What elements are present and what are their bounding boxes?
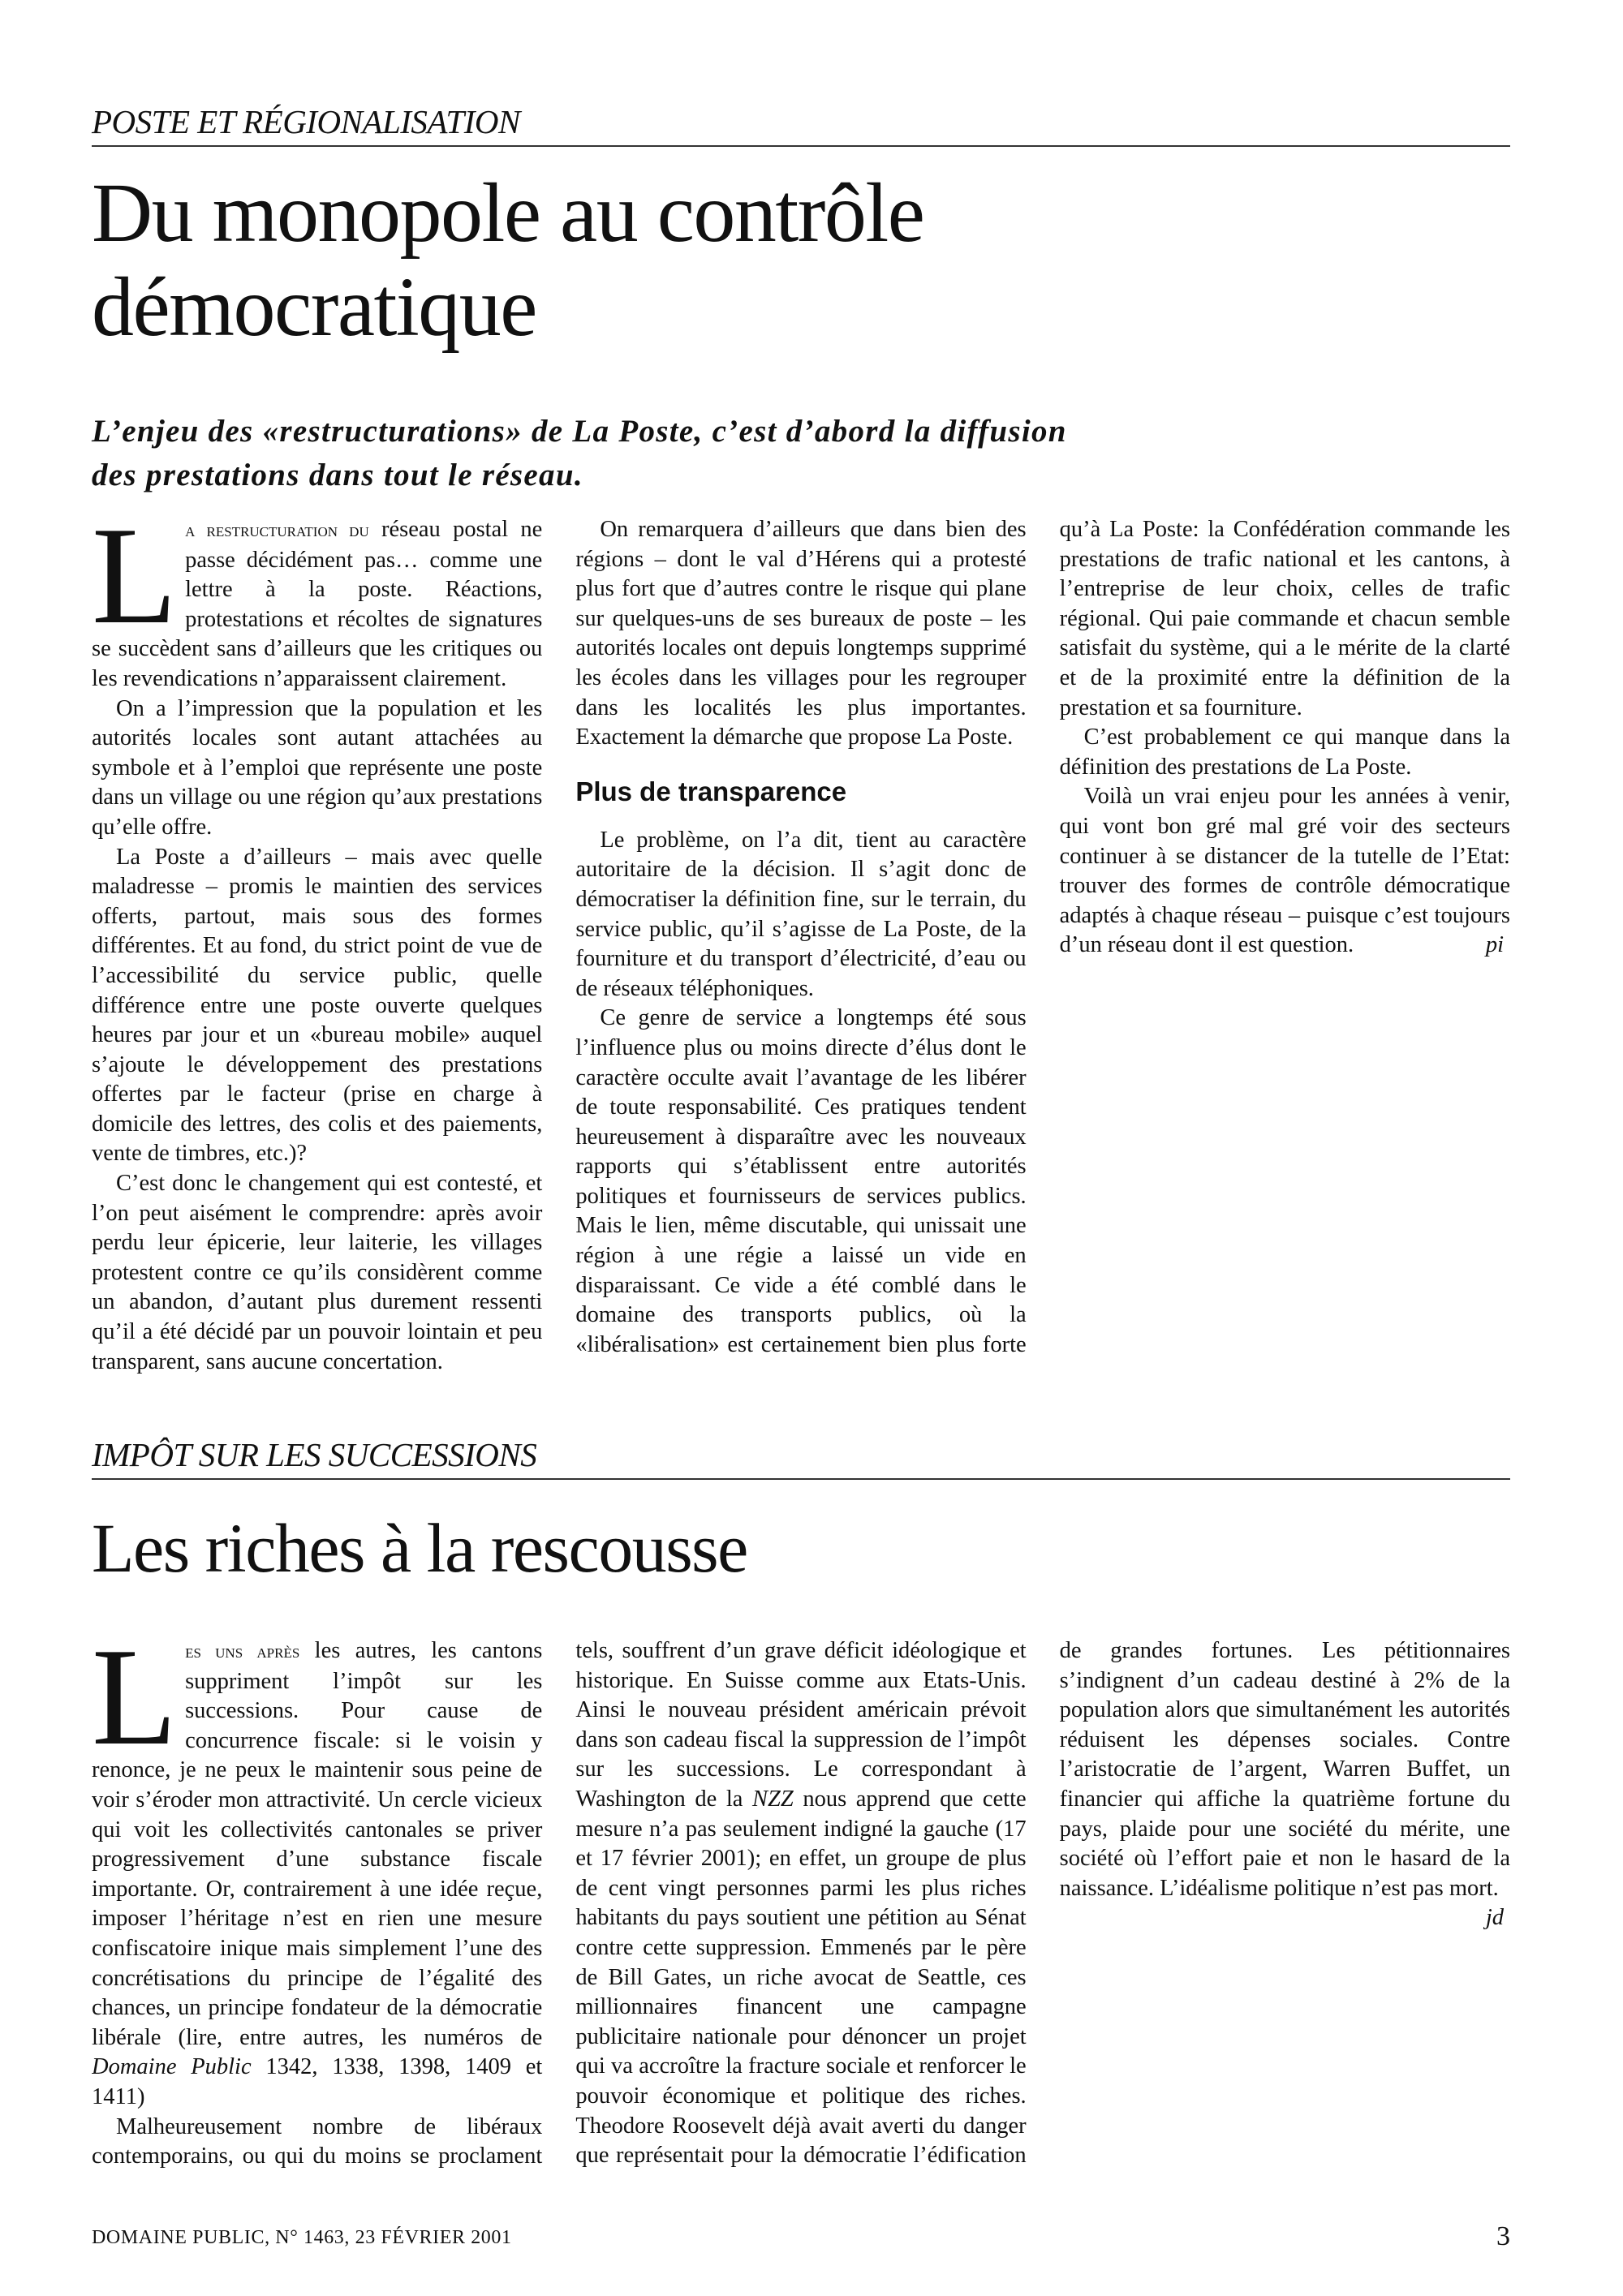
article2-paragraph-1-end: 1342, 1338, 1398, 1409 et 1411): [92, 2054, 543, 2109]
article1-paragraph-7: Ce genre de service a longtemps été sous l’influence plus ou moins directe d’élus dont le caractère occulte avait l’avantage de les libérer de toute responsabilité. Ces pratiques tendent heureusement à disparaître avec les nouveaux rapports qui s’établissent entre autorités politiques et fournisseurs de services publics. Mais le lien, même discutable, qui unissait une région à une régie a laissé un vide en disparaissant. Ce vide a été comblé dans le domaine des transports publics, où la «libéralisation» est certainement bien plus forte qu’à La Poste: la Confédération commande les prestations de trafic national et les cantons, à l’entreprise de leur choix, celles de trafic régional. Qui paie commande et chacun semble satisfait du système, qui a le mérite de la clarté et de la proximité entre la définition de la prestation et sa fourniture.: [575, 517, 1510, 1357]
article1-dropcap: L: [92, 515, 178, 653]
article2-signature: jd: [1485, 1905, 1504, 1931]
newspaper-page: [92, 0, 1510, 2296]
article2-paragraph-2-italic: NZZ: [752, 1786, 794, 1812]
article2-kicker: IMPÔT SUR LES SUCCESSIONS: [92, 1438, 1510, 1480]
article2-paragraph-2-end: nous apprend que cette mesure n’a pas seulement indigné la gauche (17 et 17 février 2001); en effet, un groupe de plus de cent vingt personnes parmi les plus riches habitants du pays soutient une pétition au Sénat contre cette suppression. Emmenés par le père de Bill Gates, un riche avocat de Seattle, ces millionnaires financent une campagne publicitaire nationale pour dénoncer un projet qui va accroître la fracture sociale et renforcer le pouvoir économique et politique des riches. Theodore Roosevelt déjà avait averti du danger que représentait pour la démocratie l’édification de grandes fortunes. Les pétitionnaires s’indignent d’un cadeau destiné à 2% de la population alors que simultanément les autorités réduisent les dépenses sociales. Contre l’aristocratie de l’argent, Warren Buffet, un financier qui affiche la quatrième fortune du pays, plaide pour une société du mérite, une société où l’effort paie et non le hasard de la naissance. L’idéalisme politique n’est pas mort.: [575, 1638, 1510, 2169]
article1-headline: [92, 166, 923, 355]
article1-paragraph-4: C’est donc le changement qui est contesté, et l’on peut aisément le comprendre: après avoir perdu leur épicerie, leur laiterie, les villages protestent contre ce qu’ils considèrent comme un abandon, d’autant plus durement ressenti qu’il a été décidé par un pouvoir lointain et peu transparent, sans aucune concertation.: [92, 1171, 543, 1374]
article2-column-1: [92, 1636, 1510, 2180]
article1-paragraph-5: On remarquera d’ailleurs que dans bien des régions – dont le val d’Hérens qui a protesté plus fort que d’autres contre le risque qui plane sur quelques-uns de ses bureaux de poste – les autorités locales ont depuis longtemps supprimé les écoles dans les villages pour les regrouper dans les localités les plus importantes. Exactement la démarche que propose La Poste.: [575, 517, 1027, 750]
article1-lead-line1: L’enjeu des «restructurations» de La Poste, c’est d’abord la diffusion: [92, 414, 1067, 449]
article2-smallcaps-open: es uns après: [185, 1641, 300, 1662]
footer-publication: DOMAINE PUBLIC, N° 1463, 23 FÉVRIER 2001: [92, 2227, 512, 2248]
article2-headline: Les riches à la rescousse: [92, 1509, 747, 1587]
article1-paragraph-6: Le problème, on l’a dit, tient au caractère autoritaire de la décision. Il s’agit donc de démocratiser la définition fine, sur le terrain, du service public, qu’il s’agisse de La Poste, de la fourniture et du transport d’électricité, d’eau ou de réseaux téléphoniques.: [575, 827, 1027, 1001]
article1-signature: pi: [1485, 932, 1504, 958]
article1-smallcaps-open: a restructuration du: [185, 520, 369, 541]
article1-paragraph-3: La Poste a d’ailleurs – mais avec quelle maladresse – promis le maintien des services offerts, partout, mais sous des formes différentes. Et au fond, du strict point de vue de l’accessibilité du service public, quelle différence entre une poste ouverte quelques heures par jour et un «bureau mobile» auquel s’ajoute le développement des prestations offertes par le facteur (prise en charge à domicile des lettres, des colis et des paiements, vente de timbres, etc.)?: [92, 844, 543, 1167]
article1-headline-line1: Du monopole au contrôle: [92, 166, 924, 260]
article1-paragraph-8: C’est probablement ce qui manque dans la définition des prestations de La Poste.: [1059, 724, 1510, 780]
article1-body: [92, 515, 1510, 1383]
article1-paragraph-1-text: réseau postal ne passe décidément pas… comme une lettre à la poste. Réactions, protestations et récoltes de signatures se succèdent sans d’ailleurs que les critiques ou les revendications n’apparaissent clairement.: [92, 517, 543, 691]
article1-paragraph-9-text: Voilà un vrai enjeu pour les années à venir, qui vont bon gré mal gré voir des secteurs continuer à se distancer de la tutelle de l’Etat: trouver des formes de contrôle démocratique adaptés à chaque réseau – puisque c’est toujours d’un réseau dont il est question.: [1059, 784, 1510, 958]
article1-lead: [92, 410, 1358, 497]
article1-subhead: Plus de transparence: [575, 776, 847, 806]
article1-paragraph-2: On a l’impression que la population et les autorités locales sont autant attachées au symbole et à l’emploi que représente une poste dans un village ou une région qu’aux prestations qu’elle offre.: [92, 695, 543, 840]
article1-paragraph-1: [92, 515, 542, 694]
article2-paragraph-2-start: Malheureusement nombre de libéraux contemporains, ou qui du moins se proclament tels, souffrent d’un grave déficit idéologique et historique. En Suisse comme aux Etats-Unis. Ainsi le nouveau président américain prévoit dans son cadeau fiscal la suppression de l’impôt sur les successions. Le correspondant à Washington de la: [92, 1638, 1027, 2169]
article2-paragraph-1: [92, 1636, 542, 2113]
article1-column-1: [92, 515, 1510, 1383]
article2-paragraph-1-italic: Domaine Public: [92, 2054, 252, 2080]
article1-lead-line2: des prestations dans tout le réseau.: [92, 458, 583, 492]
article2-body: [92, 1636, 1510, 2180]
footer-page-number: 3: [1496, 2221, 1510, 2251]
article2-dropcap: L: [92, 1636, 178, 1774]
article1-paragraph-9: [1060, 782, 1510, 961]
article1-headline-line2: démocratique: [92, 260, 536, 354]
article2-paragraph-1-text: les autres, les cantons suppriment l’impôt sur les successions. Pour cause de concurrence fiscale: si le voisin y renonce, je ne peux le maintenir sous peine de voir s’éroder mon attractivité. Un cercle vicieux qui voit les collectivités cantonales se priver progressivement d’une substance fiscale importante. Or, contrairement à une idée reçue, imposer l’héritage n’est en rien une mesure confiscatoire inique mais simplement l’une des concrétisations du principe de l’égalité des chances, un principe fondateur de la démocratie libérale (lire, entre autres, les numéros de: [92, 1638, 543, 2050]
article1-kicker: POSTE ET RÉGIONALISATION: [92, 105, 1510, 147]
